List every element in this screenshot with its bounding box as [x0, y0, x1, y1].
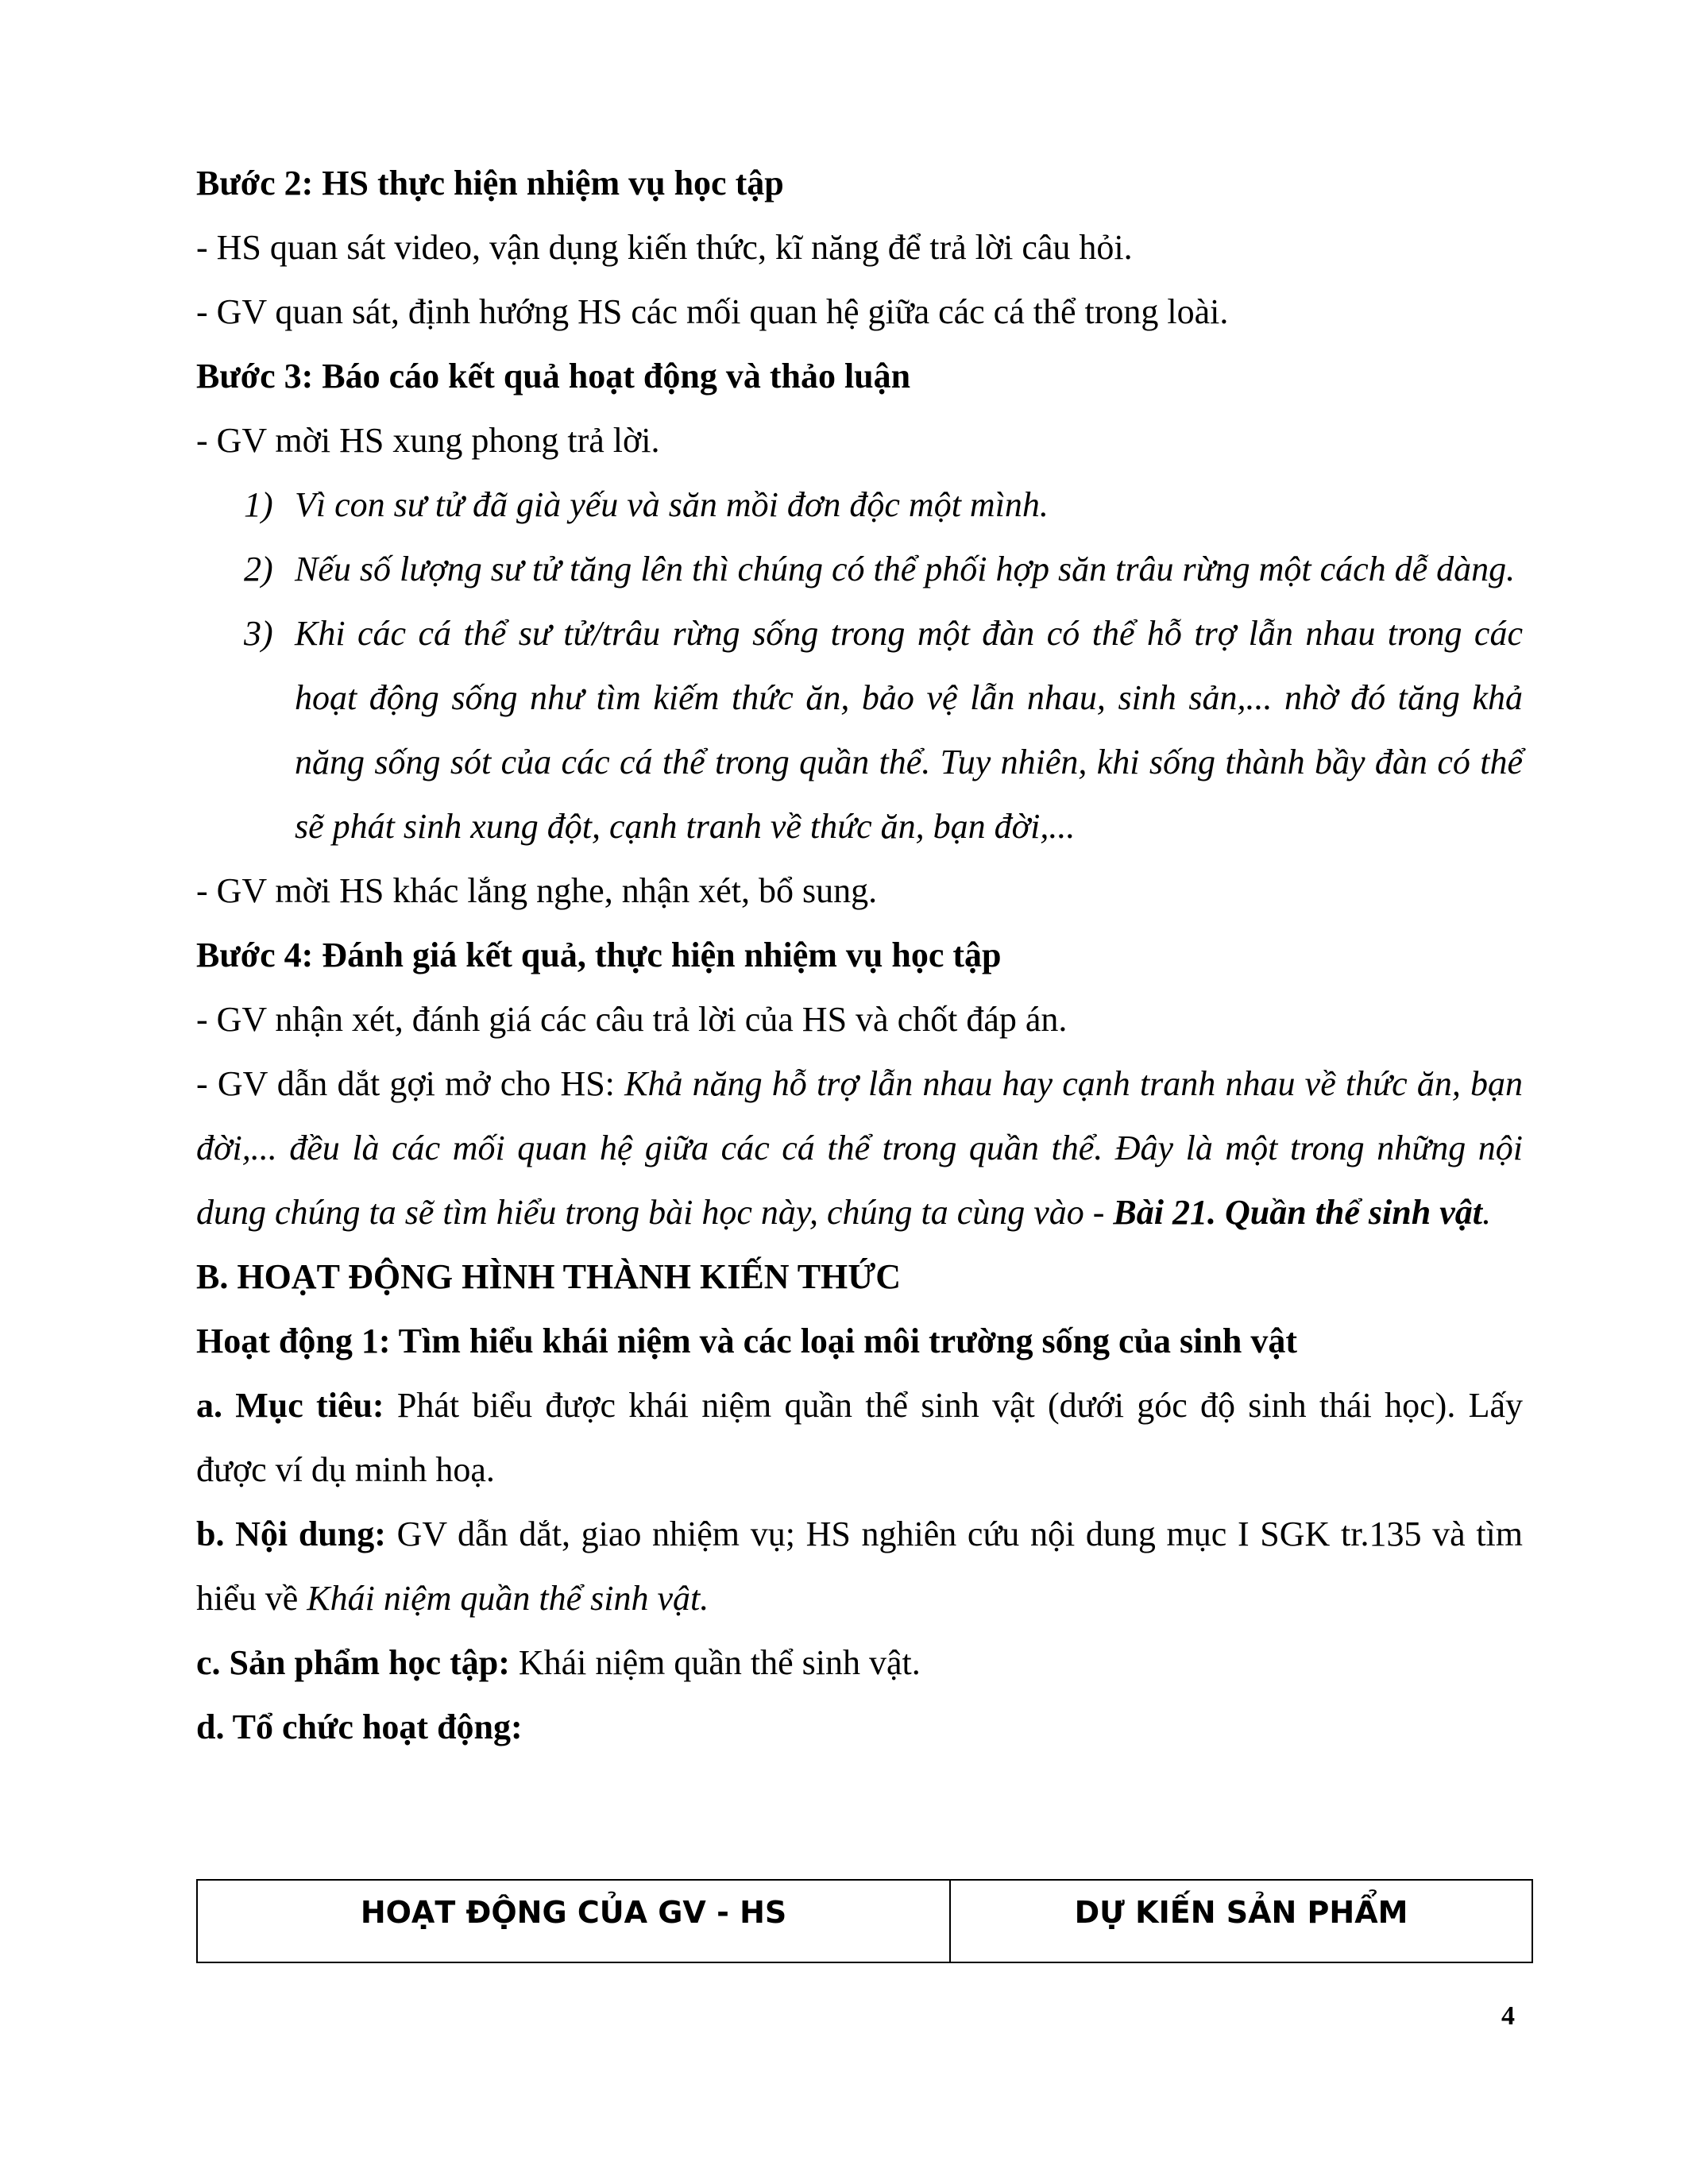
- lead-prefix: - GV dẫn dắt gợi mở cho HS:: [196, 1064, 625, 1103]
- step4-lead-paragraph: [196, 1051, 1523, 1244]
- section-b-heading: B. HOẠT ĐỘNG HÌNH THÀNH KIẾN THỨC: [196, 1257, 902, 1296]
- answer-number: 1): [244, 485, 273, 524]
- step2-line-2: - GV quan sát, định hướng HS các mối quan hệ giữa các cá thể trong loài.: [196, 292, 1229, 331]
- lesson-title: Bài 21. Quần thể sinh vật: [1113, 1193, 1482, 1232]
- step3-heading: Bước 3: Báo cáo kết quả hoạt động và thảo luận: [196, 357, 911, 396]
- product-paragraph: [196, 1630, 1523, 1695]
- objective-paragraph: [196, 1373, 1523, 1502]
- objective-text: Phát biểu được khái niệm quần thể sinh vật (dưới góc độ sinh thái học). Lấy được ví dụ minh hoạ.: [196, 1386, 1523, 1489]
- answer-number: 3): [244, 614, 273, 653]
- answer-item: [196, 537, 1523, 601]
- step3-outro: - GV mời HS khác lắng nghe, nhận xét, bổ sung.: [196, 871, 878, 910]
- answer-text: Vì con sư tử đã già yếu và săn mồi đơn độc một mình.: [295, 485, 1049, 524]
- product-label: c. Sản phẩm học tập:: [196, 1643, 510, 1682]
- answer-number: 2): [244, 550, 273, 588]
- answer-text: Khi các cá thể sư tử/trâu rừng sống trong một đàn có thể hỗ trợ lẫn nhau trong các hoạt động sống như tìm kiếm thức ăn, bảo vệ lẫn nhau, sinh sản,... nhờ đó tăng khả năng sống sót của các cá thể trong quần thể. Tuy nhiên, khi sống thành bầy đàn có thể sẽ phát sinh xung đột, cạnh tranh về thức ăn, bạn đời,...: [295, 614, 1523, 846]
- table-header-row: [197, 1880, 1532, 1962]
- lead-italic: Khả năng hỗ trợ lẫn nhau hay cạnh tranh nhau về thức ăn, bạn đời,... đều là các mối quan hệ giữa các cá thể trong quần thể. Đây là một trong những nội dung chúng ta sẽ tìm hiểu trong bài học này, chúng ta cùng vào -: [196, 1064, 1523, 1232]
- answer-list: [196, 473, 1523, 859]
- objective-label: a. Mục tiêu:: [196, 1386, 384, 1425]
- step4-line-1: - GV nhận xét, đánh giá các câu trả lời của HS và chốt đáp án.: [196, 1000, 1068, 1039]
- content-label: b. Nội dung:: [196, 1515, 386, 1553]
- answer-item: [196, 473, 1523, 537]
- content-paragraph: [196, 1502, 1523, 1630]
- content-text: GV dẫn dắt, giao nhiệm vụ; HS nghiên cứu nội dung mục I SGK tr.135 và tìm hiểu về: [196, 1515, 1523, 1618]
- step3-intro: - GV mời HS xung phong trả lời.: [196, 421, 660, 460]
- page-number: 4: [1501, 2001, 1515, 2031]
- document-body: [196, 151, 1523, 1759]
- step2-heading: Bước 2: HS thực hiện nhiệm vụ học tập: [196, 164, 784, 203]
- answer-item: [196, 601, 1523, 859]
- activity-1-heading: Hoạt động 1: Tìm hiểu khái niệm và các loại môi trường sống của sinh vật: [196, 1322, 1297, 1360]
- activity-table: [196, 1879, 1533, 1963]
- product-text: Khái niệm quần thể sinh vật.: [509, 1643, 921, 1682]
- table-header-teacher-student: HOẠT ĐỘNG CỦA GV - HS: [197, 1880, 950, 1962]
- content-italic: Khái niệm quần thể sinh vật.: [307, 1579, 709, 1618]
- step2-line-1: - HS quan sát video, vận dụng kiến thức, kĩ năng để trả lời câu hỏi.: [196, 228, 1133, 267]
- answer-text: Nếu số lượng sư tử tăng lên thì chúng có thể phối hợp săn trâu rừng một cách dễ dàng.: [295, 550, 1516, 588]
- organization-heading: d. Tổ chức hoạt động:: [196, 1707, 523, 1746]
- lead-end: .: [1481, 1193, 1491, 1232]
- table-header-expected-product: DỰ KIẾN SẢN PHẨM: [950, 1880, 1532, 1962]
- step4-heading: Bước 4: Đánh giá kết quả, thực hiện nhiệm vụ học tập: [196, 936, 1002, 974]
